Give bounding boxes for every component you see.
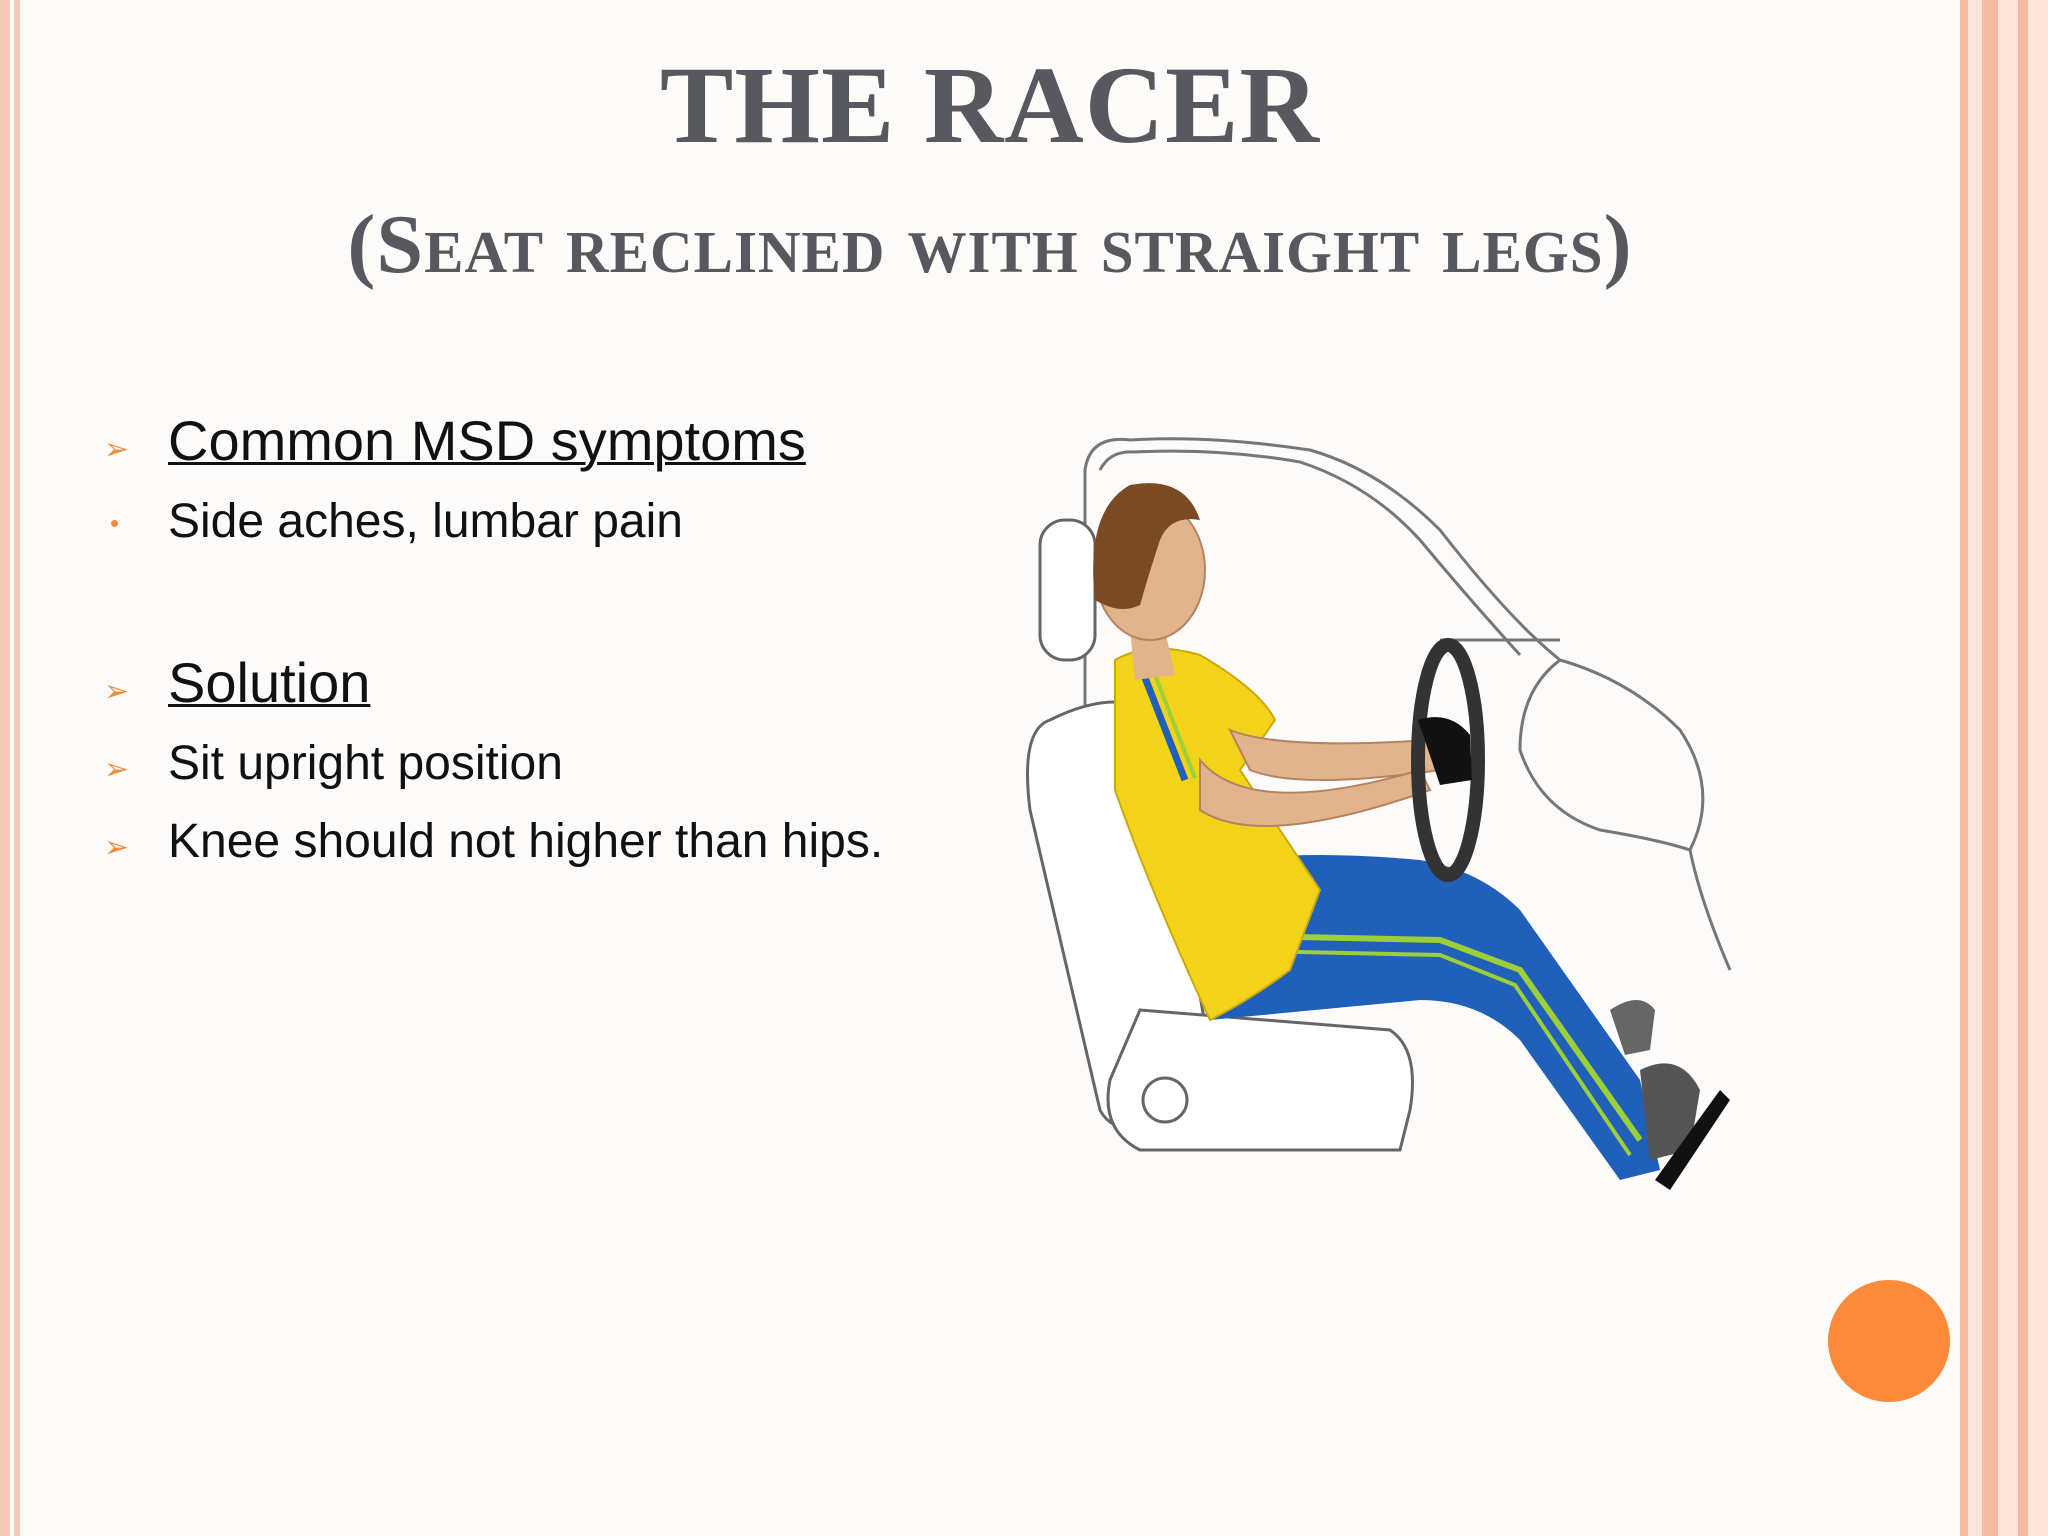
headrest-shape (1040, 520, 1095, 660)
bullet-symptom-detail (100, 492, 683, 552)
driver-illustration (1000, 390, 1780, 1230)
arrow-bullet-icon: ➢ (104, 831, 130, 864)
frame-right-band (1960, 0, 2048, 1536)
bullet-text: Side aches, lumbar pain (168, 495, 683, 548)
arrow-bullet-icon: ➢ (104, 433, 130, 466)
frame-right-stripe (1960, 0, 1968, 1536)
bullet-solution-knee (100, 812, 928, 872)
arrow-bullet-icon: ➢ (104, 753, 130, 786)
arrow-bullet-icon: ➢ (104, 675, 130, 708)
shoe-left-shape (1610, 1000, 1655, 1055)
bullet-text: Solution (168, 651, 371, 714)
frame-right-stripe (2018, 0, 2028, 1536)
bullet-text: Sit upright position (168, 737, 563, 790)
decorative-orange-circle (1828, 1280, 1950, 1402)
frame-right-stripe (1982, 0, 1998, 1536)
dot-bullet-icon: • (110, 508, 120, 538)
slide-subtitle: (Seat reclined with straight legs) (347, 198, 1633, 291)
bullet-heading-symptoms (100, 408, 806, 474)
seat-knob-shape (1143, 1078, 1187, 1122)
bullet-solution-upright (100, 734, 563, 794)
frame-left-stripe (0, 0, 10, 1536)
bullet-text: Common MSD symptoms (168, 409, 806, 472)
slide-title: THE RACER (660, 44, 1320, 166)
bullet-heading-solution (100, 650, 370, 716)
bullet-text: Knee should not higher than hips. (168, 815, 884, 868)
